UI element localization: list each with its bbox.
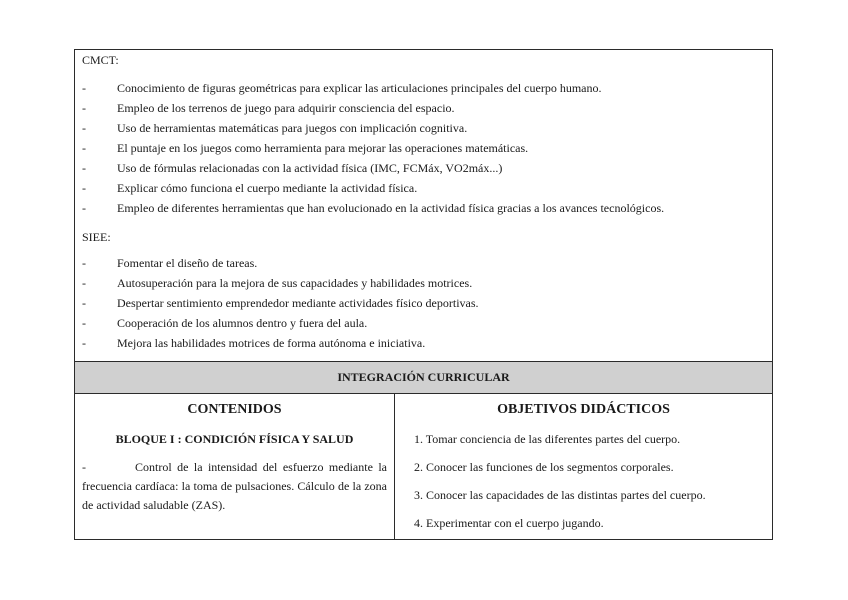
siee-item: - Autosuperación para la mejora de sus capacidades y habilidades motrices. (82, 276, 473, 290)
competences-cell (75, 50, 772, 361)
integration-header: INTEGRACIÓN CURRICULAR (75, 361, 772, 394)
objective-item: 1. Tomar conciencia de las diferentes partes del cuerpo. (414, 432, 681, 446)
cmct-item: - El puntaje en los juegos como herramienta para mejorar las operaciones matemáticas. (82, 141, 529, 155)
siee-item: - Mejora las habilidades motrices de forma autónoma e iniciativa. (82, 336, 426, 350)
cmct-item: - Explicar cómo funciona el cuerpo mediante la actividad física. (82, 181, 418, 195)
cmct-item: - Uso de fórmulas relacionadas con la actividad física (IMC, FCMáx, VO2máx...) (82, 161, 503, 175)
siee-item: - Fomentar el diseño de tareas. (82, 256, 258, 270)
siee-label: SIEE: (82, 230, 111, 244)
contenidos-paragraph: - Control de la intensidad del esfuerzo mediante la frecuencia cardíaca: la toma de pulsaciones. Cálculo de la zona de actividad saludable (ZAS). (82, 460, 388, 512)
block-title: BLOQUE I : CONDICIÓN FÍSICA Y SALUD (115, 432, 354, 446)
cmct-item: - Uso de herramientas matemáticas para juegos con implicación cognitiva. (82, 121, 468, 135)
contenidos-title: CONTENIDOS (187, 402, 282, 417)
siee-item: - Cooperación de los alumnos dentro y fuera del aula. (82, 316, 368, 330)
cmct-item: - Empleo de los terrenos de juego para adquirir consciencia del espacio. (82, 101, 455, 115)
cmct-item: - Empleo de diferentes herramientas que han evolucionado en la actividad física gracias a los avances tecnológicos. (82, 201, 665, 215)
objetivos-title: OBJETIVOS DIDÁCTICOS (497, 402, 670, 417)
objective-item: 3. Conocer las capacidades de las distintas partes del cuerpo. (414, 488, 706, 502)
cmct-label: CMCT: (82, 53, 119, 67)
objective-item: 4. Experimentar con el cuerpo jugando. (414, 516, 604, 530)
curriculum-table (74, 49, 773, 540)
cmct-item: - Conocimiento de figuras geométricas para explicar las articulaciones principales del cuerpo humano. (82, 81, 602, 95)
objetivos-cell (395, 394, 772, 539)
siee-item: - Despertar sentimiento emprendedor mediante actividades físico deportivas. (82, 296, 479, 310)
contenidos-cell (75, 394, 395, 539)
objective-item: 2. Conocer las funciones de los segmentos corporales. (414, 460, 674, 474)
